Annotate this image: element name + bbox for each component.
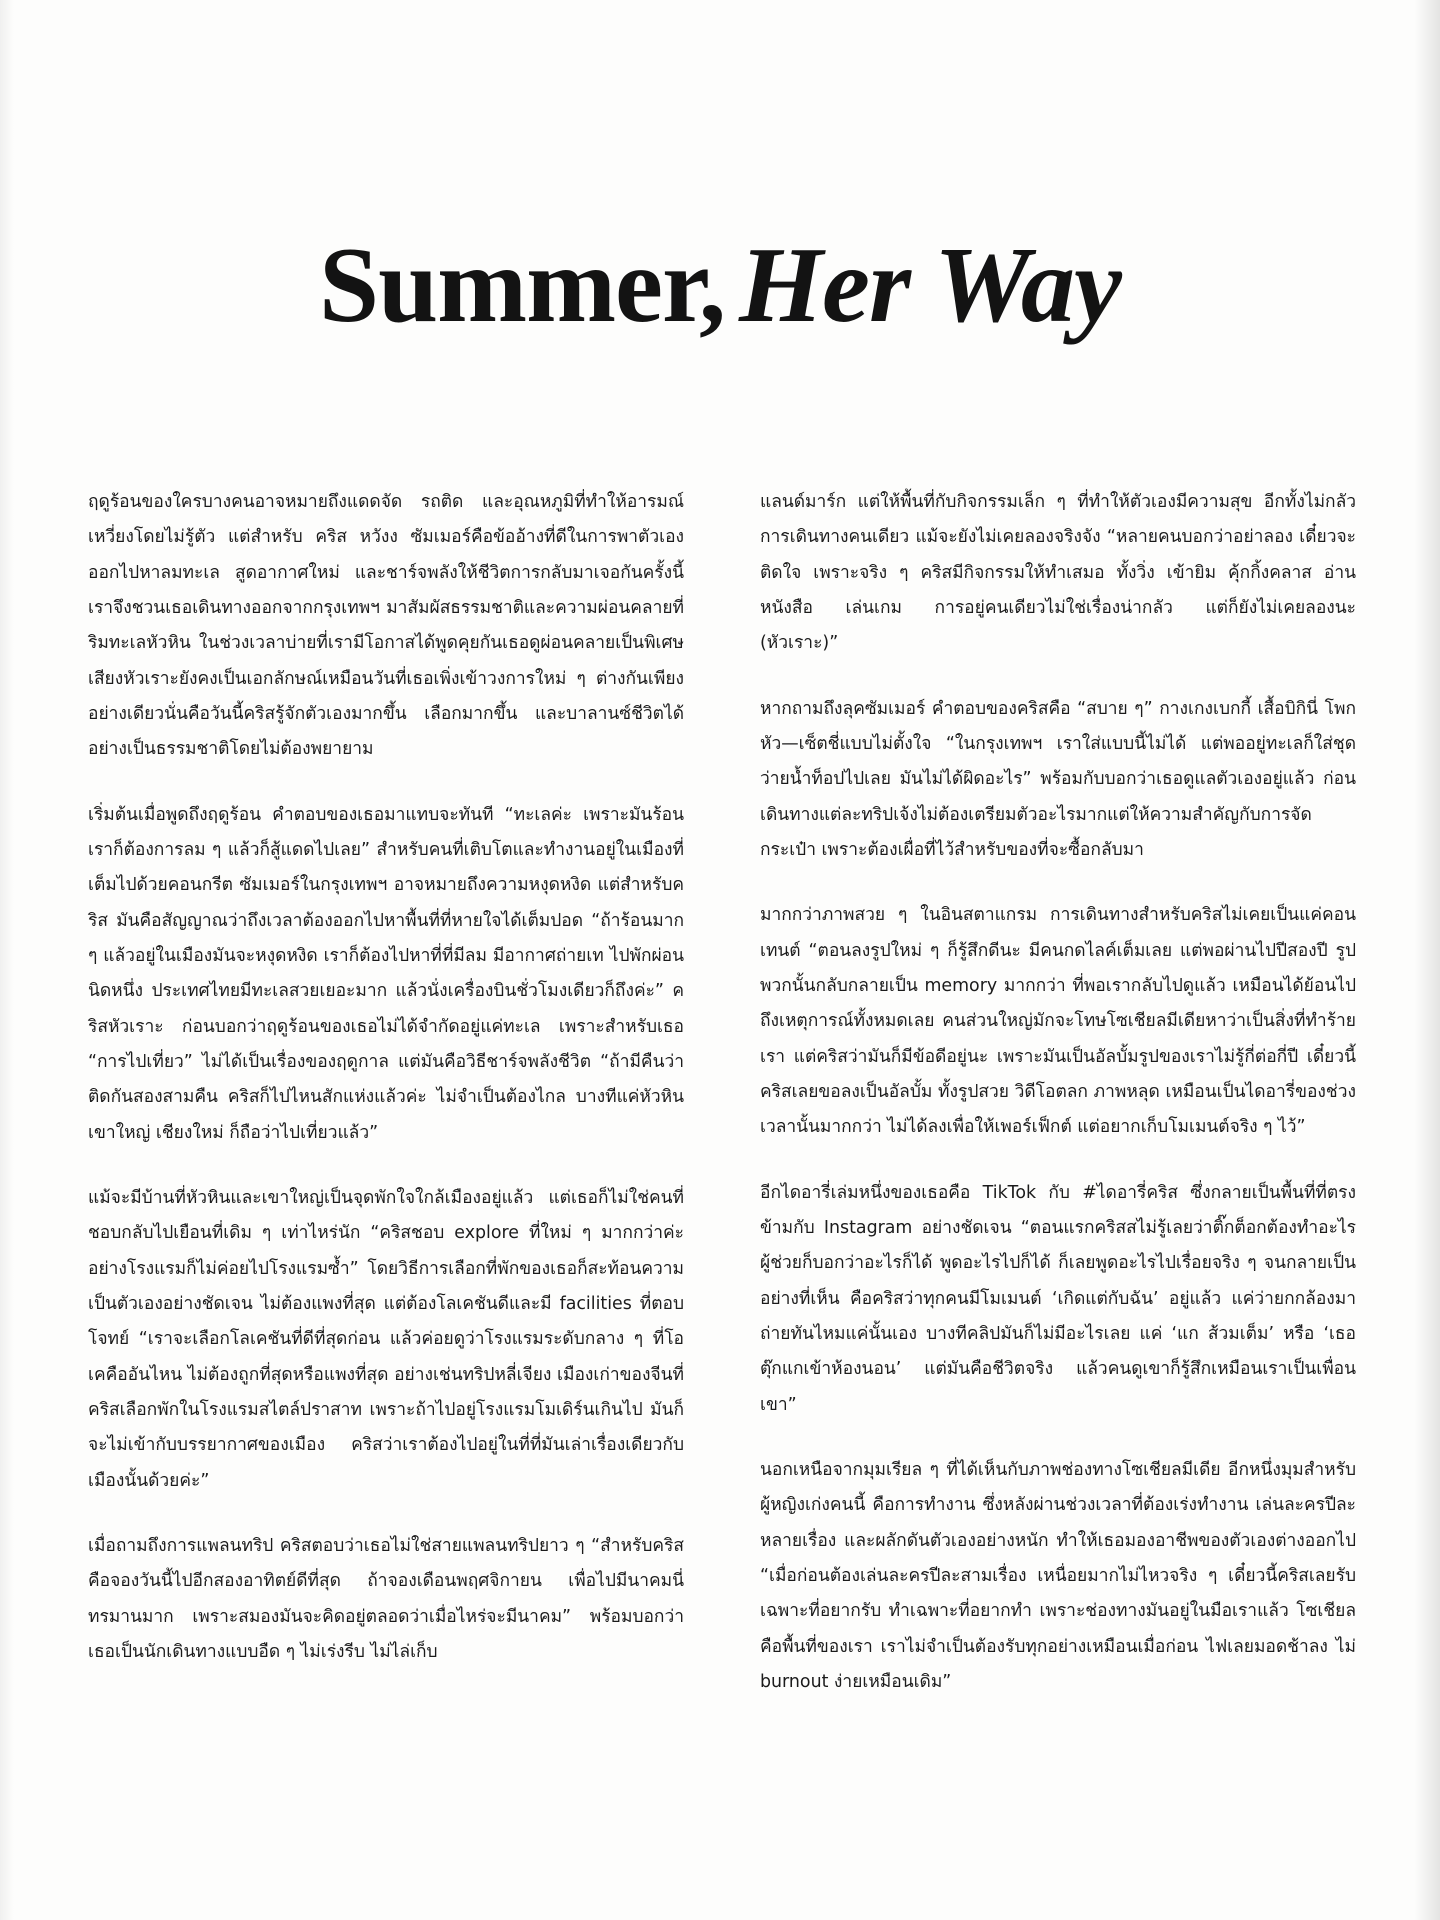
headline-roman: Summer, — [319, 226, 726, 346]
column-right — [760, 485, 1356, 1700]
paragraph: แลนด์มาร์ก แต่ให้พื้นที่กับกิจกรรมเล็ก ๆ ที่ทำให้ตัวเองมีความสุข อีกทั้งไม่กลัวการเดินทางคนเดียว แม้จะยังไม่เคยลองจริงจัง “หลายคนบอกว่าอย่าลอง เดี๋ยวจะติดใจ เพราะจริง ๆ คริสมีกิจกรรมให้ทำเสมอ ทั้งวิ่ง เข้ายิม คุ้กกิ้งคลาส อ่านหนังสือ เล่นเกม การอยู่คนเดียวไม่ใช่เรื่องน่ากลัว แต่ก็ยังไม่เคยลองนะ (หัวเราะ)” — [760, 492, 1356, 654]
page-title — [0, 224, 1440, 348]
paragraph: อีกไดอารี่เล่มหนึ่งของเธอคือ TikTok กับ #ไดอารี่คริส ซึ่งกลายเป็นพื้นที่ที่ตรงข้ามกับ Instagram อย่างชัดเจน “ตอนแรกคริสสไม่รู้เลยว่าติ๊กต็อกต้องทำอะไร ผู้ช่วยก็บอกว่าอะไรก็ได้ พูดอะไรไปก็ได้ ก็เลยพูดอะไรไปเรื่อยจริง ๆ จนกลายเป็นอย่างที่เห็น คือคริสว่าทุกคนมีโมเมนต์ ‘เกิดแต่กับฉัน’ อยู่แล้ว แค่ว่ายกกล้องมาถ่ายทันไหมแค่นั้นเอง บางทีคลิปมันก็ไม่มีอะไรเลย แค่ ‘แก ส้วมเต็ม’ หรือ ‘เธอ ตุ๊กแกเข้าห้องนอน’ แต่มันคือชีวิตจริง แล้วคนดูเขาก็รู้สึกเหมือนเราเป็นเพื่อนเขา” — [760, 1182, 1356, 1415]
column-left — [88, 485, 684, 1700]
paragraph: ฤดูร้อนของใครบางคนอาจหมายถึงแดดจัด รถติด และอุณหภูมิที่ทำให้อารมณ์เหวี่ยงโดยไม่รู้ตัว แต่สำหรับ คริส หวังง ซัมเมอร์คือข้ออ้างที่ดีในการพาตัวเองออกไปหาลมทะเล สูดอากาศใหม่ และชาร์จพลังให้ชีวิตการกลับมาเจอกันครั้งนี้เราจึงชวนเธอเดินทางออกจากกรุงเทพฯ มาสัมผัสธรรมชาติและความผ่อนคลายที่ริมทะเลหัวหิน ในช่วงเวลาบ่ายที่เรามีโอกาสได้พูดคุยกันเธอดูผ่อนคลายเป็นพิเศษ เสียงหัวเราะยังคงเป็นเอกลักษณ์เหมือนวันที่เธอเพิ่งเข้าวงการใหม่ ๆ ต่างกันเพียงอย่างเดียวนั่นคือวันนี้คริสรู้จักตัวเองมากขึ้น เลือกมากขึ้น และบาลานซ์ชีวิตได้อย่างเป็นธรรมชาติโดยไม่ต้องพยายาม — [88, 492, 684, 760]
paragraph: เริ่มต้นเมื่อพูดถึงฤดูร้อน คำตอบของเธอมาแทบจะทันที “ทะเลค่ะ เพราะมันร้อน เราก็ต้องการลม ๆ แล้วก็สู้แดดไปเลย” สำหรับคนที่เติบโตและทำงานอยู่ในเมืองที่เต็มไปด้วยคอนกรีต ซัมเมอร์ในกรุงเทพฯ อาจหมายถึงความหงุดหงิด แต่สำหรับคริส มันคือสัญญาณว่าถึงเวลาต้องออกไปหาพื้นที่ที่หายใจได้เต็มปอด “ถ้าร้อนมาก ๆ แล้วอยู่ในเมืองมันจะหงุดหงิด เราก็ต้องไปหาที่ที่มีลม มีอากาศถ่ายเท ไปพักผ่อนนิดหนึ่ง ประเทศไทยมีทะเลสวยเยอะมาก แล้วนั่งเครื่องบินชั่วโมงเดียวก็ถึงค่ะ” คริสหัวเราะ ก่อนบอกว่าฤดูร้อนของเธอไม่ได้จำกัดอยู่แค่ทะเล เพราะสำหรับเธอ “การไปเที่ยว” ไม่ได้เป็นเรื่องของฤดูกาล แต่มันคือวิธีชาร์จพลังชีวิต “ถ้ามีคืนว่าติดกันสองสามคืน คริสก็ไปไหนสักแห่งแล้วค่ะ ไม่จำเป็นต้องไกล บางทีแค่หัวหิน เขาใหญ่ เชียงใหม่ ก็ถือว่าไปเที่ยวแล้ว” — [88, 804, 684, 1143]
paragraph: มากกว่าภาพสวย ๆ ในอินสตาแกรม การเดินทางสำหรับคริสไม่เคยเป็นแค่คอนเทนต์ “ตอนลงรูปใหม่ ๆ ก็รู้สึกดีนะ มีคนกดไลค์เต็มเลย แต่พอผ่านไปปีสองปี รูปพวกนั้นกลับกลายเป็น memory มากกว่า ที่พอเรากลับไปดูแล้ว เหมือนได้ย้อนไปถึงเหตุการณ์ทั้งหมดเลย คนส่วนใหญ่มักจะโทษโซเชียลมีเดียหาว่าเป็นสิ่งที่ทำร้ายเรา แต่คริสว่ามันก็มีข้อดีอยู่นะ เพราะมันเป็นอัลบั้มรูปของเราไม่รู้กี่ต่อกี่ปี เดี๋ยวนี้คริสเลยขอลงเป็นอัลบั้ม ทั้งรูปสวย วิดีโอตลก ภาพหลุด เหมือนเป็นไดอารี่ของช่วงเวลานั้นมากกว่า ไม่ได้ลงเพื่อให้เพอร์เฟ็กต์ แต่อยากเก็บโมเมนต์จริง ๆ ไว้” — [760, 905, 1356, 1138]
paragraph: แม้จะมีบ้านที่หัวหินและเขาใหญ่เป็นจุดพักใจใกล้เมืองอยู่แล้ว แต่เธอก็ไม่ใช่คนที่ชอบกลับไปเยือนที่เดิม ๆ เท่าไหร่นัก “คริสชอบ explore ที่ใหม่ ๆ มากกว่าค่ะ อย่างโรงแรมก็ไม่ค่อยไปโรงแรมซ้ำ” โดยวิธีการเลือกที่พักของเธอก็สะท้อนความเป็นตัวเองอย่างชัดเจน ไม่ต้องแพงที่สุด แต่ต้องโลเคชันดีและมี facilities ที่ตอบโจทย์ “เราจะเลือกโลเคชันที่ดีที่สุดก่อน แล้วค่อยดูว่าโรงแรมระดับกลาง ๆ ที่โอเคคืออันไหน ไม่ต้องถูกที่สุดหรือแพงที่สุด อย่างเช่นทริปหลี่เจียง เมืองเก่าของจีนที่คริสเลือกพักในโรงแรมสไตล์ปราสาท เพราะถ้าไปอยู่โรงแรมโมเดิร์นเกินไป มันก็จะไม่เข้ากับบรรยากาศของเมือง คริสว่าเราต้องไปอยู่ในที่ที่มันเล่าเรื่องเดียวกับเมืองนั้นด้วยค่ะ” — [88, 1187, 684, 1491]
headline-italic: Her Way — [739, 226, 1121, 346]
paragraph: เมื่อถามถึงการแพลนทริป คริสตอบว่าเธอไม่ใช่สายแพลนทริปยาว ๆ “สำหรับคริสคือจองวันนี้ไปอีกสองอาทิตย์ดีที่สุด ถ้าจองเดือนพฤศจิกายน เพื่อไปมีนาคมนี่ทรมานมาก เพราะสมองมันจะคิดอยู่ตลอดว่าเมื่อไหร่จะมีนาคม” พร้อมบอกว่าเธอเป็นนักเดินทางแบบอืด ๆ ไม่เร่งรีบ ไม่ไล่เก็บ — [88, 1535, 684, 1662]
article-body — [88, 485, 1356, 1700]
paragraph: นอกเหนือจากมุมเรียล ๆ ที่ได้เห็นกับภาพช่องทางโซเชียลมีเดีย อีกหนึ่งมุมสำหรับผู้หญิงเก่งคนนี้ คือการทำงาน ซึ่งหลังผ่านช่วงเวลาที่ต้องเร่งทำงาน เล่นละครปีละหลายเรื่อง และผลักดันตัวเองอย่างหนัก ทำให้เธอมองอาชีพของตัวเองต่างออกไป “เมื่อก่อนต้องเล่นละครปีละสามเรื่อง เหนื่อยมากไม่ไหวจริง ๆ เดี๋ยวนี้คริสเลยรับเฉพาะที่อยากรับ ทำเฉพาะที่อยากทำ เพราะช่องทางมันอยู่ในมือเราแล้ว โซเชียลคือพื้นที่ของเรา เราไม่จำเป็นต้องรับทุกอย่างเหมือนเมื่อก่อน ไฟเลยมอดช้าลง ไม่ burnout ง่ายเหมือนเดิม” — [760, 1459, 1356, 1692]
paragraph: หากถามถึงลุคซัมเมอร์ คำตอบของคริสคือ “สบาย ๆ” กางเกงเบกกี้ เสื้อบิกินี่ โพกหัว—เซ็ตชี่แบบไม่ตั้งใจ “ในกรุงเทพฯ เราใส่แบบนี้ไม่ได้ แต่พออยู่ทะเลก็ใส่ชุดว่ายน้ำท็อปไปเลย มันไม่ได้ผิดอะไร” พร้อมกับบอกว่าเธอดูแลตัวเองอยู่แล้ว ก่อนเดินทางแต่ละทริปเจ้งไม่ต้องเตรียมตัวอะไรมากแต่ให้ความสำคัญกับการจัดกระเป๋า เพราะต้องเผื่อที่ไว้สำหรับของที่จะซื้อกลับมา — [760, 698, 1356, 860]
